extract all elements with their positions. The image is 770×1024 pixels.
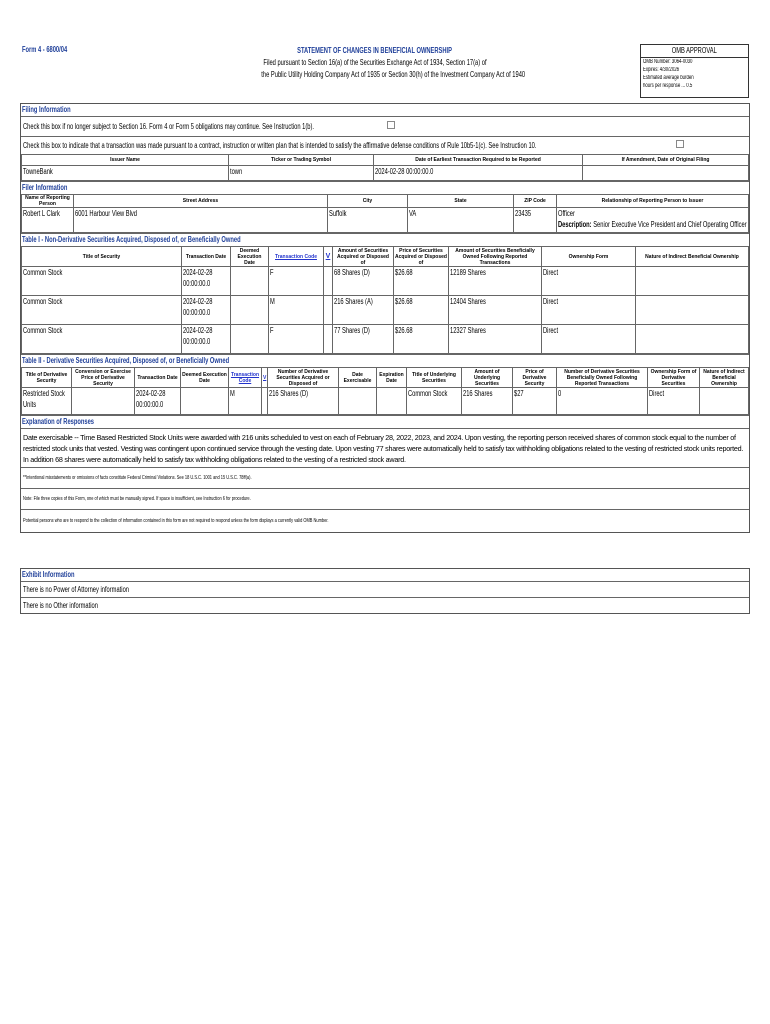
filer-table <box>21 194 749 233</box>
t1-nature-header: Nature of Indirect Beneficial Ownership <box>636 247 749 267</box>
issuer-name: TowneBank <box>22 166 229 181</box>
header-line-2: the Public Utility Holding Company Act of 1935 or Section 30(h) of the Investment Company Act of 1940 <box>261 70 526 79</box>
main-form <box>20 103 750 533</box>
t1-date-header: Transaction Date <box>182 247 231 267</box>
t2-deemed-header: Deemed Execution Date <box>181 368 229 388</box>
amendment-date <box>583 166 749 181</box>
t1-deemed-header: Deemed Execution Date <box>231 247 269 267</box>
file-copies-note: Note: File three copies of this Form, one of which must be manually signed. If space is insufficient, see Instruction 6 for procedure. <box>21 488 749 509</box>
other-info-line: There is no Other information <box>21 597 749 613</box>
t2-code-header[interactable]: Transaction Code <box>229 368 262 388</box>
earliest-date-header: Date of Earliest Transaction Required to be Reported <box>374 155 583 166</box>
t2-conv-header: Conversion or Exercise Price of Derivative Security <box>72 368 135 388</box>
t2-price-header: Price of Derivative Security <box>513 368 557 388</box>
street-address: 6001 Harbour View Blvd <box>74 208 328 233</box>
t2-amount-header: Amount of Underlying Securities <box>462 368 513 388</box>
derivative-table <box>21 367 749 415</box>
t1-title-header: Title of Security <box>22 247 182 267</box>
t2-expiration-header: Expiration Date <box>377 368 407 388</box>
exhibit-box <box>20 568 750 614</box>
city: Suffolk <box>328 208 408 233</box>
zip-code: 23435 <box>514 208 557 233</box>
omb-title: OMB APPROVAL <box>641 45 748 58</box>
issuer-name-header: Issuer Name <box>22 155 229 166</box>
t2-exercisable-header: Date Exercisable <box>339 368 377 388</box>
criminal-violation-note: **Intentional misstatements or omissions of facts constitute Federal Criminal Violations. See 18 U.S.C. 1001 and 15 U.S.C. 78ff(a). <box>21 467 749 488</box>
no-longer-subject-checkbox[interactable] <box>387 121 395 129</box>
rule-10b5-row: Check this box to indicate that a transaction was made pursuant to a contract, instruction or written plan that is intended to satisfy the affirmative defense conditions of Rule 10b5-1(c). See Instruction 10. <box>21 136 749 154</box>
name-header: Name of Reporting Person <box>22 195 74 208</box>
zip-header: ZIP Code <box>514 195 557 208</box>
relationship: Officer Description: Senior Executive Vice President and Chief Operating Officer <box>557 208 749 233</box>
table2-title: Table II - Derivative Securities Acquired, Disposed of, or Beneficially Owned <box>21 354 749 367</box>
state-header: State <box>408 195 514 208</box>
exhibit-title: Exhibit Information <box>22 570 75 579</box>
rule-10b5-checkbox[interactable] <box>676 140 684 148</box>
explanation-title: Explanation of Responses <box>21 415 749 428</box>
omb-expires: Expires: 4/30/2026 <box>643 67 680 73</box>
filer-section-title: Filer Information <box>21 181 749 194</box>
city-header: City <box>328 195 408 208</box>
t1-price-header: Price of Securities Acquired or Disposed of <box>395 247 447 266</box>
ticker-header: Ticker or Trading Symbol <box>229 155 374 166</box>
filing-section-title: Filing Information <box>22 105 71 114</box>
t1-owned-header: Amount of Securities Beneficially Owned Following Reported Transactions <box>449 247 542 267</box>
amendment-header: If Amendment, Date of Original Filing <box>583 155 749 166</box>
t2-v-header[interactable]: V <box>262 368 268 388</box>
t2-number-header: Number of Derivative Securities Acquired or Disposed of <box>268 368 339 388</box>
omb-response-note: Potential persons who are to respond to the collection of information contained in this form are not required to respond unless the form displays a currently valid OMB Number. <box>21 509 749 532</box>
omb-burden: Estimated average burden <box>643 75 694 81</box>
header-line-1: Filed pursuant to Section 16(a) of the Securities Exchange Act of 1934, Section 17(a) of <box>263 58 487 67</box>
omb-approval-box <box>640 44 749 98</box>
state: VA <box>408 208 514 233</box>
explanation-text: Date exercisable -- Time Based Restricted Stock Units were awarded with 216 units scheduled to vest on each of February 28, 2022, 2023, and 2024. Upon vesting, the reporting person received shares of common stock equal to the number of restricted stock units that vested. Vesting was contingent upon continued service through the vesting date. Upon vesting 77 shares were automatically held to satisfy tax withholding obligations related to the vesting of restricted stock units reported. In addition 68 shares were automatically held to satisfy tax withholding obligations related to the vesting of a restricted stock award. <box>21 428 749 467</box>
t2-form-header: Ownership Form of Derivative Securities <box>648 368 700 388</box>
t2-underlying-header: Title of Underlying Securities <box>407 368 462 388</box>
form-header <box>210 45 540 81</box>
table-row: Common Stock 2024-02-28 00:00:00.0 F 77 Shares (D) $26.68 12327 Shares Direct <box>22 325 749 354</box>
t2-nature-header: Nature of Indirect Beneficial Ownership <box>700 368 749 388</box>
table-row: Restricted Stock Units 2024-02-28 00:00:00.0 M 216 Shares (D) Common Stock 216 Shares $27 0 Direct <box>22 388 749 415</box>
t2-title-header: Title of Derivative Security <box>22 368 72 388</box>
form-label: Form 4 - 6800/04 <box>22 45 68 54</box>
issuer-table <box>21 154 749 181</box>
reporting-person-name: Robert L Clark <box>22 208 74 233</box>
table1-title: Table I - Non-Derivative Securities Acquired, Disposed of, or Beneficially Owned <box>21 233 749 246</box>
t1-form-header: Ownership Form <box>542 247 636 267</box>
table-row: Common Stock 2024-02-28 00:00:00.0 M 216 Shares (A) $26.68 12404 Shares Direct <box>22 296 749 325</box>
omb-hours: hours per response ... 0.5 <box>643 83 693 89</box>
non-derivative-table <box>21 246 749 354</box>
omb-number: OMB Number: 3064-0030 <box>643 59 693 65</box>
t1-code-header[interactable]: Transaction Code <box>269 247 324 267</box>
t1-v-header[interactable]: V <box>324 247 333 267</box>
t2-owned-header: Number of Derivative Securities Beneficially Owned Following Reported Transactions <box>557 368 648 388</box>
t2-date-header: Transaction Date <box>135 368 181 388</box>
ticker: town <box>229 166 374 181</box>
description-value: Senior Executive Vice President and Chief Operating Officer <box>593 220 747 229</box>
power-of-attorney-line: There is no Power of Attorney information <box>21 581 749 597</box>
earliest-date: 2024-02-28 00:00:00.0 <box>374 166 583 181</box>
t1-amount-header: Amount of Securities Acquired or Disposed of <box>333 247 394 267</box>
table-row: Common Stock 2024-02-28 00:00:00.0 F 68 Shares (D) $26.68 12189 Shares Direct <box>22 267 749 296</box>
street-header: Street Address <box>74 195 328 208</box>
no-longer-subject-row: Check this box if no longer subject to Section 16. Form 4 or Form 5 obligations may continue. See Instruction 1(b). <box>21 116 749 136</box>
description-label: Description: <box>558 220 592 229</box>
relationship-header: Relationship of Reporting Person to Issuer <box>557 195 749 208</box>
form-title: STATEMENT OF CHANGES IN BENEFICIAL OWNERSHIP <box>297 46 453 55</box>
